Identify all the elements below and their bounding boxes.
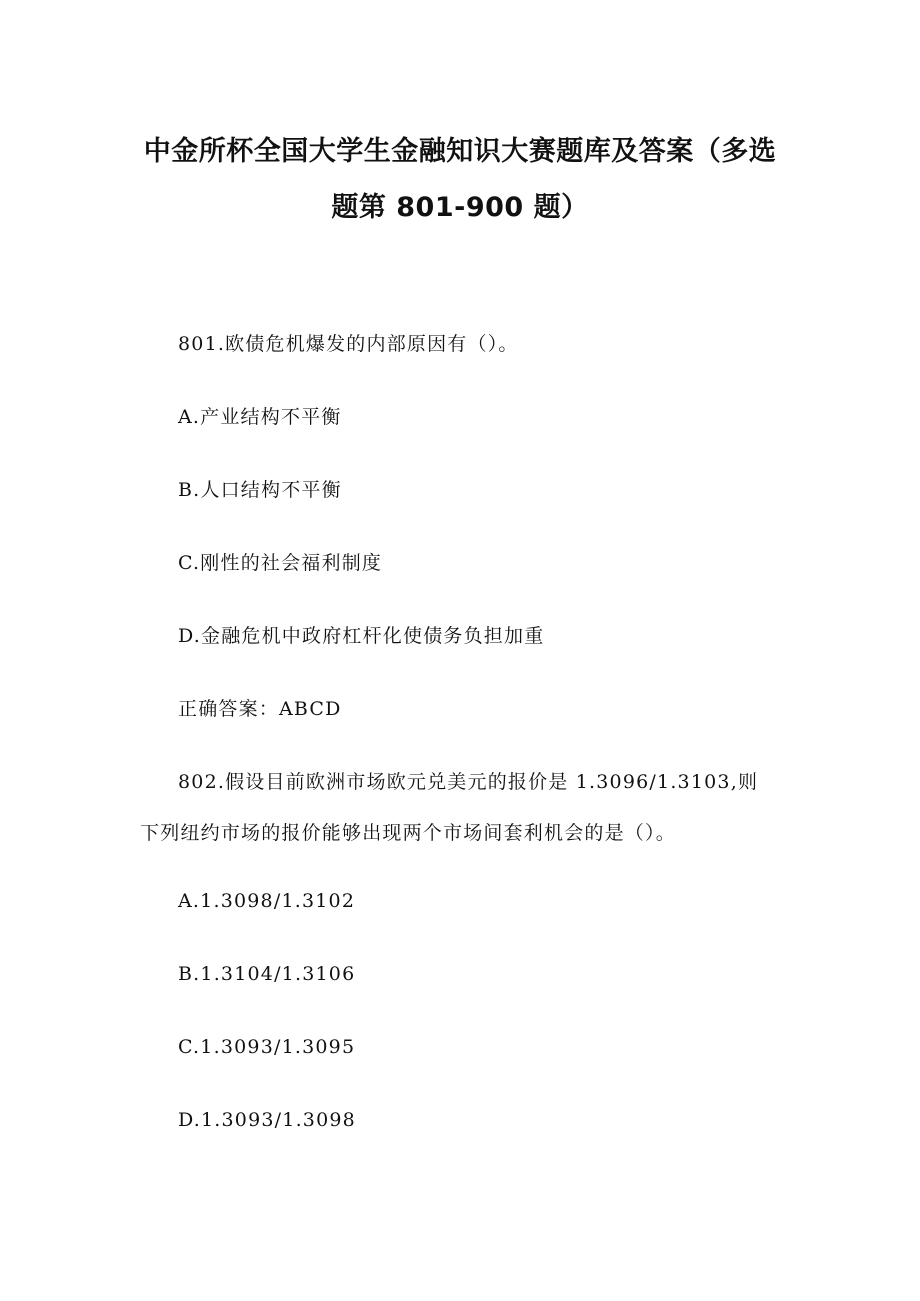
title-line-1: 中金所杯全国大学生金融知识大赛题库及答案（多选: [143, 136, 777, 167]
question-801-answer: 正确答案：ABCD: [178, 698, 342, 720]
document-title: [140, 124, 780, 236]
question-801-option-b: B.人口结构不平衡: [178, 479, 342, 501]
question-801-option-d: D.金融危机中政府杠杆化使债务负担加重: [178, 625, 545, 647]
title-line-2: 题第 801-900 题）: [331, 192, 589, 223]
question-802-option-b: B.1.3104/1.3106: [178, 963, 356, 985]
question-801-option-a: A.产业结构不平衡: [178, 406, 342, 428]
question-802-option-a: A.1.3098/1.3102: [178, 890, 356, 912]
question-802-stem-line-2: 下列纽约市场的报价能够出现两个市场间套利机会的是（）。: [140, 822, 676, 844]
question-802-option-c: C.1.3093/1.3095: [178, 1036, 356, 1058]
question-801-option-c: C.刚性的社会福利制度: [178, 552, 383, 574]
question-802-stem-line-1: 802.假设目前欧洲市场欧元兑美元的报价是 1.3096/1.3103,则: [178, 771, 759, 793]
question-801-stem: 801.欧债危机爆发的内部原因有（）。: [178, 333, 519, 355]
question-802-option-d: D.1.3093/1.3098: [178, 1109, 356, 1131]
